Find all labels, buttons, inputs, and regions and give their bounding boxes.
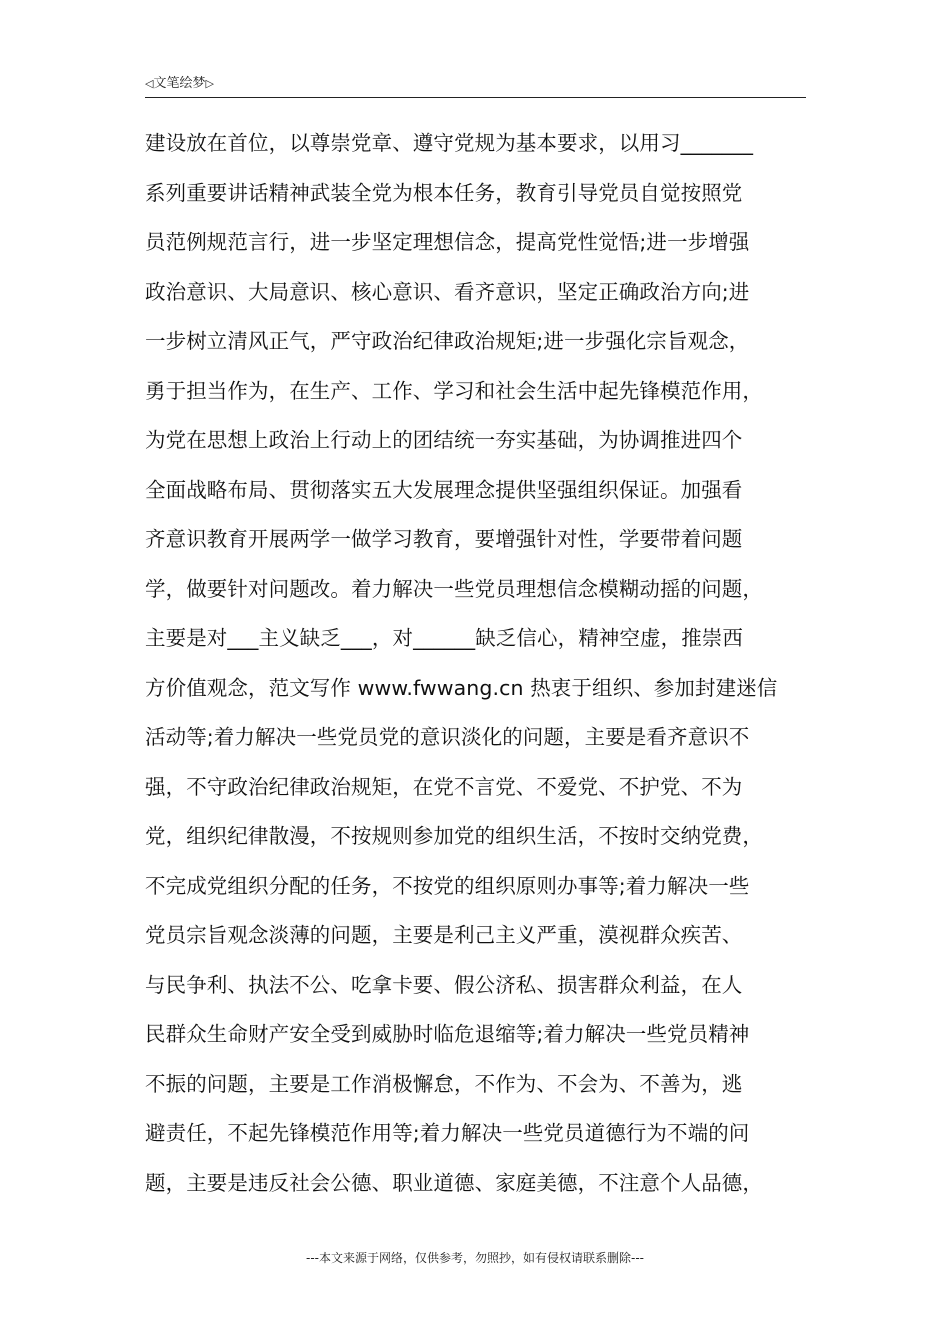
body-line: 活动等;着力解决一些党员党的意识淡化的问题，主要是看齐意识不 (145, 725, 750, 749)
body-line: 题，主要是违反社会公德、职业道德、家庭美德，不注意个人品德， (145, 1170, 763, 1195)
body-line: 为党在思想上政治上行动上的团结统一夯实基础，为协调推进四个 (145, 428, 743, 452)
body-line: 党员宗旨观念淡薄的问题，主要是利己主义严重，漠视群众疾苦、 (145, 923, 743, 947)
body-line: 建设放在首位，以尊崇党章、遵守党规为基本要求，以用习_______ (145, 131, 754, 155)
page-header (145, 75, 806, 98)
body-line: 全面战略布局、贯彻落实五大发展理念提供坚强组织保证。加强看 (145, 477, 743, 502)
body-line: 学，做要针对问题改。着力解决一些党员理想信念模糊动摇的问题， (145, 576, 763, 601)
body-line: 与民争利、执法不公、吃拿卡要、假公济私、损害群众利益，在人 (145, 972, 743, 997)
body-line: 党，组织纪律散漫，不按规则参加党的组织生活，不按时交纳党费， (145, 824, 763, 848)
body-line: 强，不守政治纪律政治规矩，在党不言党、不爱党、不护党、不为 (145, 774, 743, 799)
body-line: 不振的问题，主要是工作消极懈怠，不作为、不会为、不善为，逃 (145, 1071, 743, 1096)
body-line: 避责任，不起先锋模范作用等;着力解决一些党员道德行为不端的问 (145, 1121, 750, 1145)
body-line: 一步树立清风正气，严守政治纪律政治规矩;进一步强化宗旨观念， (145, 329, 750, 353)
body-line: 方价值观念，范文写作 www.fwwang.cn 热衷于组织、参加封建迷信 (145, 675, 778, 700)
body-line: 齐意识教育开展两学一做学习教育，要增强针对性，学要带着问题 (145, 527, 743, 551)
header-title: 文笔绘梦 (153, 76, 206, 91)
footer-disclaimer: ---本文来源于网络，仅供参考，勿照抄，如有侵权请联系删除--- (306, 1251, 644, 1265)
left-triangle-icon: ◁ (145, 77, 154, 90)
body-line: 主要是对___主义缺乏___，对______缺乏信心，精神空虚，推崇西 (145, 626, 743, 650)
body-line: 政治意识、大局意识、核心意识、看齐意识，坚定正确政治方向;进 (145, 279, 750, 304)
header-title-group (145, 76, 214, 92)
body-line: 不完成党组织分配的任务，不按党的组织原则办事等;着力解决一些 (145, 873, 750, 898)
body-line: 系列重要讲话精神武装全党为根本任务，教育引导党员自觉按照党 (145, 180, 743, 205)
body-line: 员范例规范言行，进一步坚定理想信念，提高党性觉悟;进一步增强 (145, 230, 750, 254)
body-line: 勇于担当作为，在生产、工作、学习和社会生活中起先锋模范作用， (145, 378, 763, 403)
body-line: 民群众生命财产安全受到威胁时临危退缩等;着力解决一些党员精神 (145, 1022, 750, 1046)
right-triangle-icon: ▷ (205, 77, 214, 90)
